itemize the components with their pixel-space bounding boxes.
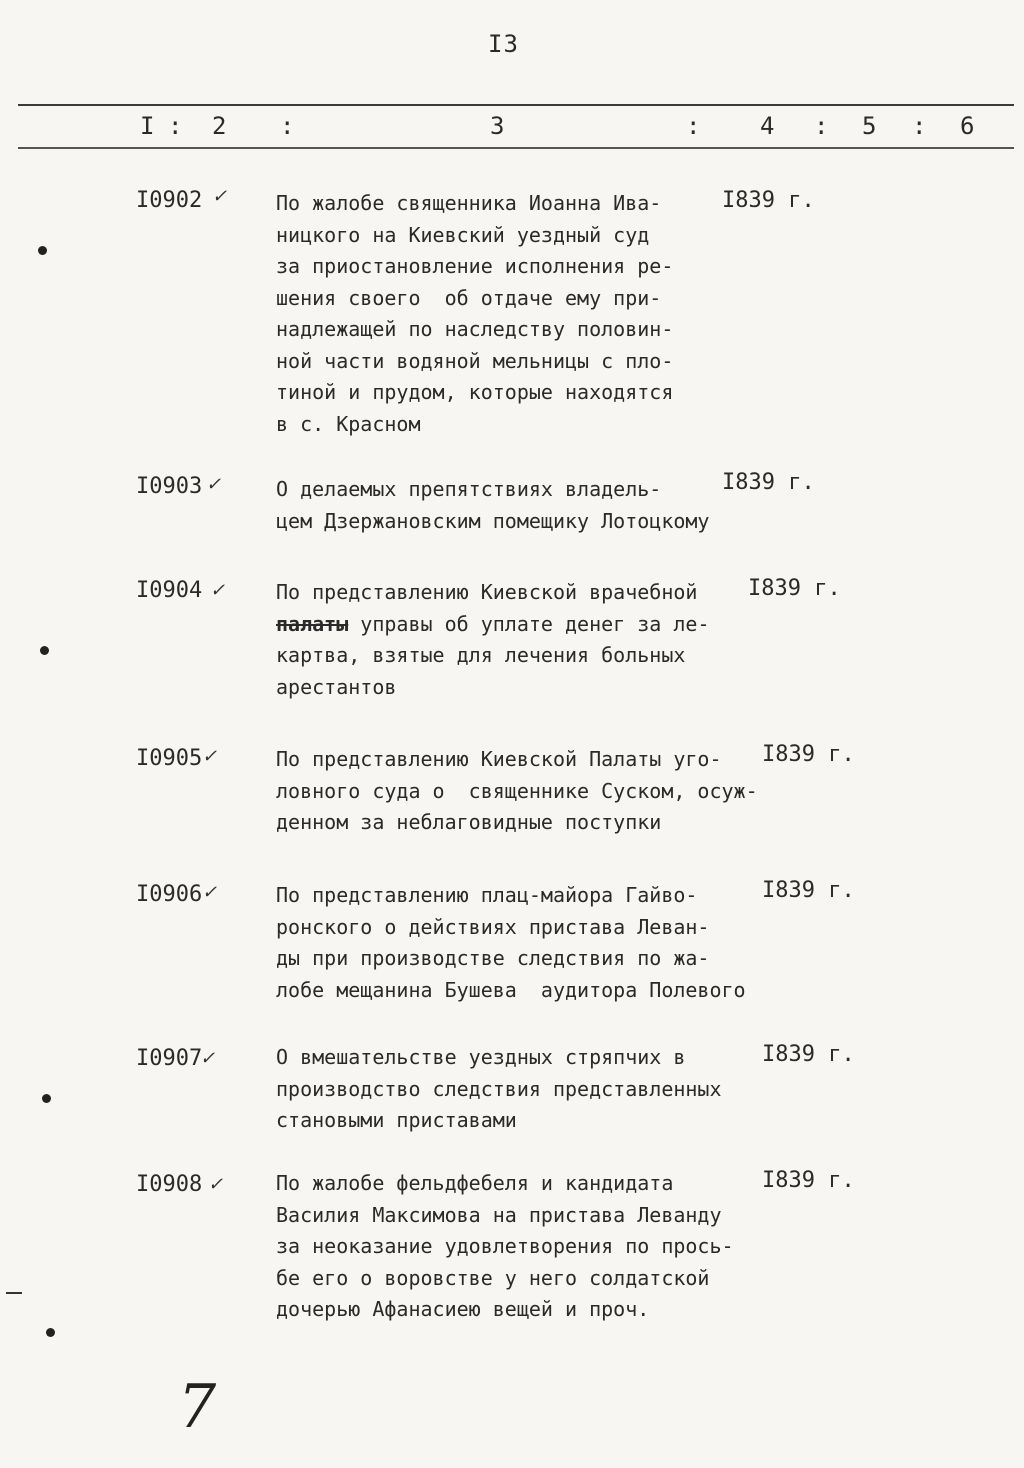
entry-description: По представлению Киевской Палаты уго- ловного суда о священнике Суском, осуж- денном за неблаговидные поступки [276,747,758,834]
header-col-1: I [140,112,155,140]
entry-year: I839 г. [722,188,815,213]
entry-number: I0907 [136,1046,203,1071]
entry-number: I0904 [136,578,203,603]
page-number: I3 [488,30,519,58]
handwritten-mark: 7 [178,1372,217,1442]
entry-description: О вмешательстве уездных стряпчих в производство следствия представленных становыми приставами [276,1045,722,1132]
entry-number: I0902 [136,188,203,213]
binding-hole [38,246,47,255]
entry-number: I0903 [136,474,203,499]
check-mark-icon: ✓ [208,1174,224,1195]
entry-year: I839 г. [762,742,855,767]
check-mark-icon: ✓ [206,474,222,495]
header-sep: : [280,112,295,140]
header-sep: : [912,112,927,140]
check-mark-icon: ✓ [200,1048,216,1069]
struck-word: палаты [276,611,349,636]
entry-description: По жалобе священника Иоанна Ива- ницкого на Киевский уездный суд за приостановление исполнения ре- шения своего об отдаче ему при- надлежащей по наследству половин- ной части водяной мельницы с пло- тиной и прудом, которые находятся в с. Красном [276,191,674,436]
header-bottom-rule [18,147,1014,149]
entry-description: О делаемых препятствиях владель- цем Дзержановским помещику Лотоцкому [276,477,710,533]
header-col-5: 5 [862,112,877,140]
header-sep: : [686,112,701,140]
entry-description: По представлению плац-майора Гайво- ронского о действиях пристава Леван- ды при производстве следствия по жа- лобе мещанина Бушева аудитора Полевого [276,883,746,1002]
entry-number: I0906 [136,882,203,907]
check-mark-icon: ✓ [202,746,218,767]
header-col-6: 6 [960,112,975,140]
header-sep: : [814,112,829,140]
entry-year: I839 г. [722,470,815,495]
binding-hole [42,1094,51,1103]
entry-number: I0905 [136,746,203,771]
header-top-rule [18,104,1014,106]
entry-year: I839 г. [762,878,855,903]
margin-mark [6,1292,22,1294]
entry-year: I839 г. [748,576,841,601]
entry-description: По представлению Киевской врачебной палаты управы об уплате денег за ле- картва, взятые для лечения больных арестантов [276,580,710,699]
header-col-4: 4 [760,112,775,140]
header-col-2: 2 [212,112,227,140]
entry-year: I839 г. [762,1042,855,1067]
binding-hole [40,646,49,655]
check-mark-icon: ✓ [210,580,226,601]
entry-number: I0908 [136,1172,203,1197]
check-mark-icon: ✓ [212,186,228,207]
binding-hole [46,1328,55,1337]
header-sep: : [168,112,183,140]
entry-year: I839 г. [762,1168,855,1193]
entry-description: По жалобе фельдфебеля и кандидата Василия Максимова на пристава Леванду за неоказание удовлетворения по прось- бе его о воровстве у него солдатской дочерью Афанасиею вещей и проч. [276,1171,734,1321]
header-col-3: 3 [490,112,505,140]
check-mark-icon: ✓ [202,882,218,903]
